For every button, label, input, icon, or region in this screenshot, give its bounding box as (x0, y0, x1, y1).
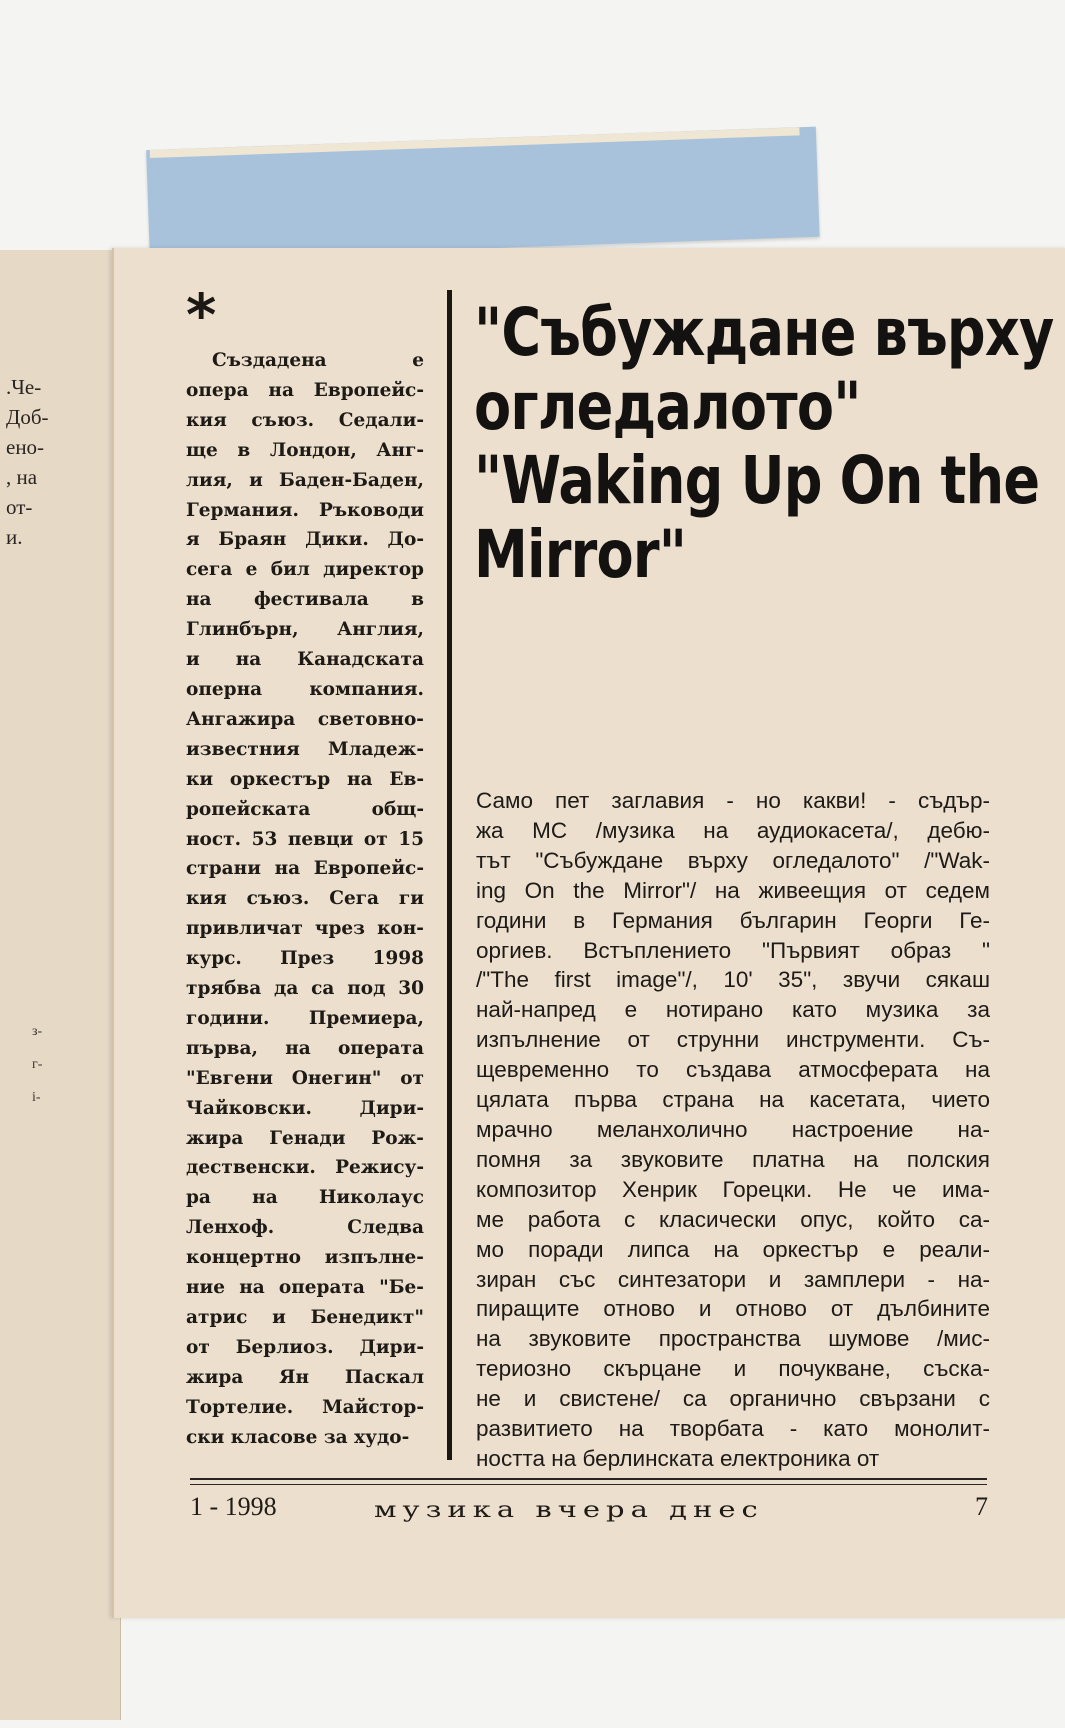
text-line: композитор Хенрик Горецки. Не че има- (476, 1176, 990, 1202)
prev-line: и. (6, 525, 23, 549)
column-divider (447, 290, 452, 1460)
text-line: ще в Лондон, Анг- (186, 439, 424, 461)
prev-line: .Че- (6, 375, 42, 399)
text-line: ние на операта "Бе- (186, 1277, 424, 1299)
footer-rule-thin (190, 1484, 987, 1485)
text-line: ра на Николаус (186, 1187, 424, 1209)
text-line: жира Ян Паскал (186, 1366, 424, 1388)
text-line: "Евгени Онегин" от (186, 1067, 424, 1089)
text-line: пиращите отново и отново от дълбините (476, 1296, 990, 1322)
text-line: мо поради липса на оркестър е реали- (476, 1236, 990, 1262)
text-line: Ангажира световно- (186, 708, 424, 730)
text-line: ски класове за худо- (186, 1426, 410, 1448)
text-line: Германия. Ръководи (186, 499, 424, 521)
text-line: години. Премиера, (186, 1007, 424, 1029)
text-line: опера на Европейс- (186, 379, 424, 401)
asterisk-icon: * (186, 281, 217, 349)
text-line: Ленхоф. Следва (186, 1217, 424, 1239)
text-line: трябва да са под 30 (186, 978, 424, 1000)
text-line: Тортелие. Майстор- (186, 1396, 424, 1418)
previous-page-text-lower (32, 1015, 42, 1114)
text-line: щевременно то създава атмосферата на (476, 1057, 990, 1083)
text-line: териозно скърцане и почукване, съска- (476, 1356, 990, 1382)
page-number: 7 (975, 1492, 988, 1521)
text-line: изпълнение от струнни инструменти. Съ- (476, 1027, 990, 1053)
text-line: най-напред е нотирано като музика за (476, 997, 990, 1023)
article-body (476, 786, 990, 1474)
magazine-name: музика вчера днес (374, 1496, 764, 1523)
text-line: тът "Събуждане върху огледалото" /"Wak- (476, 847, 990, 873)
text-line: дественски. Режису- (186, 1157, 424, 1179)
text-line: ност. 53 певци от 15 (186, 828, 424, 850)
text-line: /"The first image"/, 10' 35", звучи сякаш (476, 967, 990, 993)
text-line: ки оркестър на Ев- (186, 768, 424, 790)
text-line: ing On the Mirror"/ на живеещия от седем (476, 877, 990, 903)
previous-page-text (6, 372, 116, 552)
sidebar-news-column (186, 346, 424, 1453)
text-line: кия съюз. Сега ги (186, 888, 424, 910)
title-line: огледалото" (474, 368, 861, 445)
text-line: на звуковите пространства шумове /мис- (476, 1326, 990, 1352)
text-line: ропейската общ- (186, 798, 424, 820)
text-line: години в Германия българин Георги Ге- (476, 907, 990, 933)
page-footer (190, 1492, 990, 1532)
text-line: лия, и Баден-Баден, (186, 469, 424, 491)
prev-line: і- (32, 1090, 41, 1105)
title-line: "Събуждане върху (474, 294, 1054, 371)
text-line: от Берлиоз. Дири- (186, 1336, 424, 1358)
text-line: развитието на творбата - като монолит- (476, 1416, 990, 1442)
prev-line: ено- (6, 435, 45, 459)
text-line: атрис и Бенедикт" (186, 1307, 424, 1328)
issue-number: 1 - 1998 (190, 1492, 277, 1521)
prev-line: з- (32, 1024, 43, 1039)
text-line: страни на Европейс- (186, 858, 424, 880)
text-line: концертно изпълне- (186, 1247, 424, 1269)
prev-line: от- (6, 495, 33, 519)
title-line: "Waking Up On the (474, 442, 1040, 519)
text-line: сега е бил директор (186, 559, 424, 581)
text-line: привличат чрез кон- (186, 918, 424, 940)
text-line: жа МС /музика на аудиокасета/, дебю- (476, 817, 990, 843)
text-line: известния Младеж- (186, 738, 424, 760)
text-line: ността на берлинската електроника от (476, 1445, 880, 1471)
text-line: Само пет заглавия - но какви! - съдър- (476, 788, 990, 813)
title-line: Mirror" (474, 516, 687, 593)
text-line: и на Канадската (186, 649, 424, 671)
text-line: я Браян Дики. До- (186, 529, 424, 551)
text-line: на фестивала в (186, 589, 424, 611)
text-line: оперна компания. (186, 678, 424, 700)
text-line: оргиев. Встъплението "Първият образ " (476, 937, 990, 963)
text-line: не и свистене/ са органично свързани с (476, 1386, 990, 1412)
text-line: Чайковски. Дири- (186, 1097, 424, 1119)
prev-line: Доб- (6, 405, 49, 429)
article-title (474, 294, 1054, 593)
text-line: кия съюз. Седали- (186, 409, 424, 431)
text-line: жира Генади Рож- (186, 1127, 424, 1149)
text-line: първа, на операта (186, 1037, 424, 1059)
text-line: мрачно меланхолично настроение на- (476, 1116, 990, 1142)
prev-line: , на (6, 465, 38, 489)
text-line: помня за звуковите платна на полския (476, 1146, 990, 1172)
text-line: цялата първа страна на касетата, чието (476, 1087, 990, 1113)
text-line: Създадена е (212, 350, 424, 371)
text-line: курс. През 1998 (186, 948, 424, 970)
text-line: ме работа с класически опус, който са- (476, 1206, 990, 1232)
footer-rule (190, 1478, 987, 1480)
prev-line: г- (32, 1057, 43, 1072)
text-line: Глинбърн, Англия, (186, 619, 424, 641)
text-line: зиран със синтезатори и замплери - на- (476, 1266, 990, 1292)
